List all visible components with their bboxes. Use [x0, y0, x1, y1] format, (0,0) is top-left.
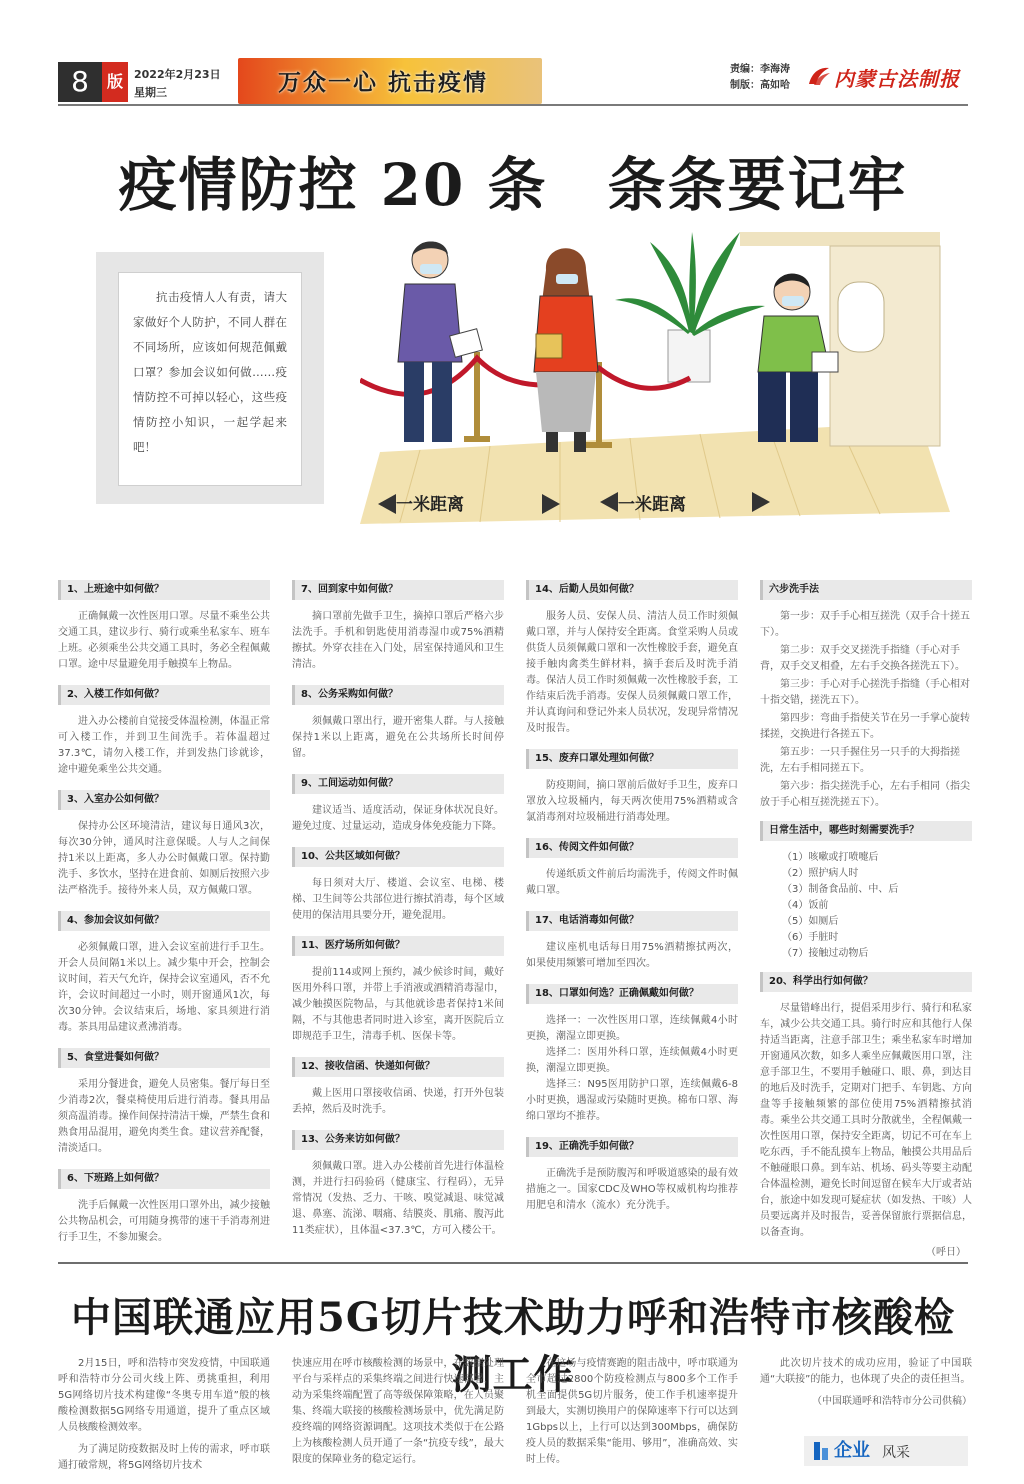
section-text: 选择一：一次性医用口罩，连续佩戴4小时更换，潮湿立即更换。 [526, 1015, 738, 1042]
editor-text: 责编：李海涛 [730, 64, 790, 75]
section-heading: 六步洗手法 [760, 580, 972, 600]
column-logo-word1: 企业 [834, 1440, 870, 1461]
paragraph: 2月15日，呼和浩特市突发疫情，中国联通呼和浩特市分公司火线上阵、勇挑重担，利用5G网络切片技术构建像“冬奥专用车道”般的核酸检测数据5G网络专用通道，提升了重点区域人员核酸检测效率。 [58, 1358, 270, 1433]
section-text: 正确佩戴一次性医用口罩。尽量不乘坐公共交通工具，建议步行、骑行或乘坐私家车、班车上班。必须乘坐公共交通工具时，务必全程佩戴口罩。途中尽量避免用手触摸车上物品。 [58, 611, 270, 670]
section-6 [58, 1169, 270, 1246]
section-text: 正确洗手是预防腹泻和呼吸道感染的最有效措施之一。国家CDC及WHO等权威机构均推荐用肥皂和清水（流水）充分洗手。 [526, 1168, 738, 1211]
editor-credits [730, 62, 790, 94]
queue-distance-illustration [360, 222, 960, 524]
section-heading: 12、接收信函、快递如何做？ [292, 1057, 504, 1077]
section-heading: 19、正确洗手如何做？ [526, 1137, 738, 1157]
producer-text: 制版：高如哈 [730, 80, 790, 91]
distance-label-2: 一米距离 [618, 495, 686, 515]
section-heading: 11、医疗场所如何做？ [292, 936, 504, 956]
section-heading: 9、工间运动如何做？ [292, 774, 504, 794]
author-sign: （呼日） [926, 1247, 966, 1258]
section-9 [292, 774, 504, 835]
page-number: 8 [58, 62, 102, 102]
section-heading: 4、参加会议如何做？ [58, 911, 270, 931]
section-text: 戴上医用口罩接收信函、快递，打开外包装丢掉，然后及时洗手。 [292, 1088, 504, 1115]
section-heading: 15、废弃口罩处理如何做？ [526, 749, 738, 769]
header-rule [58, 104, 968, 106]
section-2 [58, 685, 270, 778]
section-text: 选择三：N95医用防护口罩，连续佩戴6-8小时更换，遇湿或污染随时更换。棉布口罩、海绵口罩均不推荐。 [526, 1079, 738, 1122]
section-13 [292, 1130, 504, 1239]
section-text: 保持办公区环境清洁，建议每日通风3次，每次30分钟，通风时注意保暖。人与人之间保持1米以上距离，多人办公时佩戴口罩。保持勤洗手、多饮水，坚持在进食前、如厕后按照六步法严格洗手。接待外来人员，双方佩戴口罩。 [58, 821, 270, 896]
section-18 [526, 984, 738, 1125]
list-item: （3）制备食品前、中、后 [782, 884, 899, 895]
list-item: （1）咳嗽或打喷嚏后 [782, 852, 879, 863]
weekday-text: 星期三 [134, 86, 167, 99]
wash-step: 第四步：弯曲手指使关节在另一手掌心旋转揉搓，交换进行各搓五下。 [760, 713, 970, 740]
section-heading: 17、电话消毒如何做？ [526, 911, 738, 931]
page-label: 版 [102, 62, 128, 102]
section-12 [292, 1057, 504, 1118]
section-heading: 1、上班途中如何做？ [58, 580, 270, 600]
section-heading: 20、科学出行如何做？ [760, 972, 972, 992]
column-logo-icon [812, 1440, 830, 1462]
section-heading: 18、口罩如何选？正确佩戴如何做？ [526, 984, 738, 1004]
wash-step: 第五步：一只手握住另一只手的大拇指搓洗，左右手相同搓五下。 [760, 747, 960, 774]
article-separator [58, 1262, 968, 1264]
list-item: （2）照护病人时 [782, 868, 859, 879]
section-heading: 3、入室办公如何做？ [58, 790, 270, 810]
section-heading: 日常生活中，哪些时刻需要洗手？ [760, 821, 972, 841]
section-5 [58, 1048, 270, 1157]
article2-column-1 [58, 1356, 270, 1480]
section-text: 防疫期间，摘口罩前后做好手卫生，废弃口罩放入垃圾桶内，每天两次使用75%酒精或含氯消毒剂对垃圾桶进行消毒处理。 [526, 780, 738, 823]
wash-step: 第二步：双手交叉搓洗手指缝（手心对手背，双手交叉相叠，左右手交换各搓洗五下）。 [760, 645, 965, 672]
paragraph: 为了满足防疫数据及时上传的需求，呼市联通打破常规，将5G网络切片技术 [58, 1444, 270, 1471]
paragraph: 在这场与疫情赛跑的阻击战中，呼市联通为全市超过2800个防疫检测点与800多个工作手机全面提供5G切片服务，使工作手机速率提升到最大，实测切换用户的保障速率下行可以达到1Gbps以上，上行可以达到300Mbps，确保防疫人员的数据采集“能用、够用”，准确高效、实时上传。 [526, 1358, 738, 1465]
article-column-4 [760, 580, 972, 1261]
section-text: 须佩戴口罩。进入办公楼前首先进行体温检测，并进行扫码验码（健康宝、行程码），无异常情况（发热、乏力、干咳、嗅觉减退、味觉减退、鼻塞、流涕、咽痛、结膜炎、肌痛、腹泻此11类症状），且体温<37.3℃，方可入楼公干。 [292, 1161, 504, 1236]
section-17 [526, 911, 738, 972]
section-text: 须佩戴口罩出行，避开密集人群。与人接触保持1米以上距离，避免在公共场所长时间停留。 [292, 716, 504, 759]
section-text: 必须佩戴口罩，进入会议室前进行手卫生。开会人员间隔1米以上。减少集中开会，控制会议时间，若天气允许，保持会议室通风，否不允许，会议时间超过一小时，则开窗通风1次，每次30分钟。会议结束后，场地、家具须进行消毒。茶具用品建议煮沸消毒。 [58, 942, 270, 1033]
article2-headline: 中国联通应用5G切片技术助力呼和浩特市核酸检测工作 [71, 1294, 955, 1398]
article2-column-4 [760, 1356, 972, 1416]
article-column-1 [58, 580, 270, 1258]
distance-label-1: 一米距离 [396, 495, 464, 515]
newspaper-name: 内蒙古法制报 [834, 67, 960, 91]
section-heading: 10、公共区域如何做？ [292, 847, 504, 867]
section-8 [292, 685, 504, 762]
section-heading: 7、回到家中如何做？ [292, 580, 504, 600]
newspaper-logo-icon [806, 64, 832, 88]
wash-step: 第三步：手心对手心搓洗手指缝（手心相对十指交错，搓洗五下）。 [760, 679, 970, 706]
section-text: 进入办公楼前自觉接受体温检测，体温正常可入楼工作，并到卫生间洗手。若体温超过37.3℃，请勿入楼工作，并到发热门诊就诊，途中避免乘坐公共交通。 [58, 716, 270, 775]
section-text: 采用分餐进食，避免人员密集。餐厅每日至少消毒2次，餐桌椅使用后进行消毒。餐具用品须高温消毒。操作间保持清洁干燥，严禁生食和熟食用品混用，避免肉类生食。建议营养配餐，清淡适口。 [58, 1079, 270, 1154]
banner-text: 万众一心 抗击疫情 [278, 69, 489, 96]
section-text: 服务人员、安保人员、清洁人员工作时须佩戴口罩，并与人保持安全距离。食堂采购人员或供货人员须佩戴口罩和一次性橡胶手套，避免直接手触肉禽类生鲜材料，摘手套后及时洗手消毒。保洁人员工作时须佩戴一次性橡胶手套，工作结束后洗手消毒。安保人员须佩戴口罩工作，并认真询问和登记外来人员状况，发现异常情况及时报告。 [526, 611, 738, 734]
section-text: 每日须对大厅、楼道、会议室、电梯、楼梯、卫生间等公共部位进行擦拭消毒，每个区域使用的保洁用具要分开，避免混用。 [292, 878, 504, 921]
section-text: 建议适当、适度活动，保证身体状况良好。避免过度、过量运动，造成身体免疫能力下降。 [292, 805, 504, 832]
article-headline: 疫情防控 20 条 条条要记牢 [118, 151, 908, 219]
section-1 [58, 580, 270, 673]
section-14 [526, 580, 738, 737]
issue-date [134, 66, 221, 102]
section-text: 提前114或网上预约，减少候诊时间，戴好医用外科口罩，并带上手消液或酒精消毒湿巾，减少触摸医院物品，与其他就诊患者保持1米间隔，不与其他患者同时进入诊室，离开医院后立即规范手卫生，清毒手机、医保卡等。 [292, 967, 504, 1042]
section-16 [526, 838, 738, 899]
section-heading: 13、公务来访如何做？ [292, 1130, 504, 1150]
section-4 [58, 911, 270, 1036]
wash-step: 第六步：指尖搓洗手心，左右手相同（指尖放于手心相互搓洗搓五下）。 [760, 781, 970, 808]
wash-step: 第一步：双手手心相互搓洗（双手合十搓五下）。 [760, 611, 970, 638]
list-item: （4）饭前 [782, 900, 829, 911]
section-text: 选择二：医用外科口罩，连续佩戴4小时更换，潮湿立即更换。 [526, 1047, 738, 1074]
paragraph: 此次切片技术的成功应用，验证了中国联通“大联接”的能力，也体现了央企的责任担当。 [760, 1358, 972, 1385]
section-7 [292, 580, 504, 673]
section-heading: 16、传阅文件如何做？ [526, 838, 738, 858]
article2-column-2 [292, 1356, 504, 1474]
section-text: 建议座机电话每日用75%酒精擦拭两次，如果使用频繁可增加至四次。 [526, 942, 738, 969]
article2-column-3 [526, 1356, 738, 1474]
section-heading: 2、入楼工作如何做？ [58, 685, 270, 705]
section-text: 摘口罩前先做手卫生，摘掉口罩后严格六步法洗手。手机和钥匙使用消毒湿巾或75%酒精擦拭。外穿衣挂在入门处，居室保持通风和卫生清洁。 [292, 611, 504, 670]
date-text: 2022年2月23日 [134, 68, 221, 81]
article-column-3 [526, 580, 738, 1226]
intro-box: 抗击疫情人人有责，请大家做好个人防护，不同人群在不同场所，应该如何规范佩戴口罩？参加会议如何做……疫情防控不可掉以轻心，这些疫情防控小知识，一起学起来吧！ [118, 272, 302, 486]
paragraph: 快速应用在呼市核酸检测的场景中，在数据处理平台与采样点的采集终端之间进行快速部署，主动为采集终端配置了高等级保障策略，在人员聚集、终端大联接的核酸检测场景中，优先满足防疫终端的网络资源调配。这项技术类似于在公路上为核酸检测人员开通了一条“抗疫专线”，最大限度的保障业务的稳定运行。 [292, 1358, 504, 1465]
section-text: 传递纸质文件前后均需洗手，传阅文件时佩戴口罩。 [526, 869, 738, 896]
section-heading: 5、食堂进餐如何做？ [58, 1048, 270, 1068]
section-heading: 14、后勤人员如何做？ [526, 580, 738, 600]
article-column-2 [292, 580, 504, 1251]
list-item: （5）如厕后 [782, 916, 839, 927]
source-credit: （中国联通呼和浩特市分公司供稿） [812, 1396, 972, 1407]
section-heading: 6、下班路上如何做？ [58, 1169, 270, 1189]
section-text: 尽量错峰出行，提倡采用步行、骑行和私家车，减少公共交通工具。骑行时应和其他行人保持适当距离，注意手部卫生；乘坐私家车时增加开窗通风次数，如多人乘坐应佩戴医用口罩，注意手部卫生，不要用手触碰口、眼、鼻，到达目的地后及时洗手，定期对门把手、车钥匙、方向盘等手接触频繁的部位使用75%酒精擦拭消毒。乘坐公共交通工具时分散就坐，全程佩戴一次性医用口罩，保持安全距离，切记不可在车上吃东西，手不能乱摸车上物品，触摸公共用品后不触碰眼口鼻。到车站、机场、码头等要主动配合体温检测，避免长时间逗留在候车大厅或者站台，旅途中如发现可疑症状（如发热、干咳）人员要远离并及时报告，妥善保留旅行票据信息，以备查询。 [760, 1003, 972, 1238]
section-heading: 8、公务采购如何做？ [292, 685, 504, 705]
list-item: （6）手脏时 [782, 932, 839, 943]
list-item: （7）接触过动物后 [782, 948, 869, 959]
section-11 [292, 936, 504, 1045]
section-3 [58, 790, 270, 899]
section-19 [526, 1137, 738, 1214]
column-logo-word2: 风采 [882, 1445, 910, 1461]
section-10 [292, 847, 504, 924]
section-15 [526, 749, 738, 826]
section-text: 洗手后佩戴一次性医用口罩外出，减少接触公共物品机会，可用随身携带的速干手消毒剂进行手卫生，不参加聚会。 [58, 1200, 270, 1243]
